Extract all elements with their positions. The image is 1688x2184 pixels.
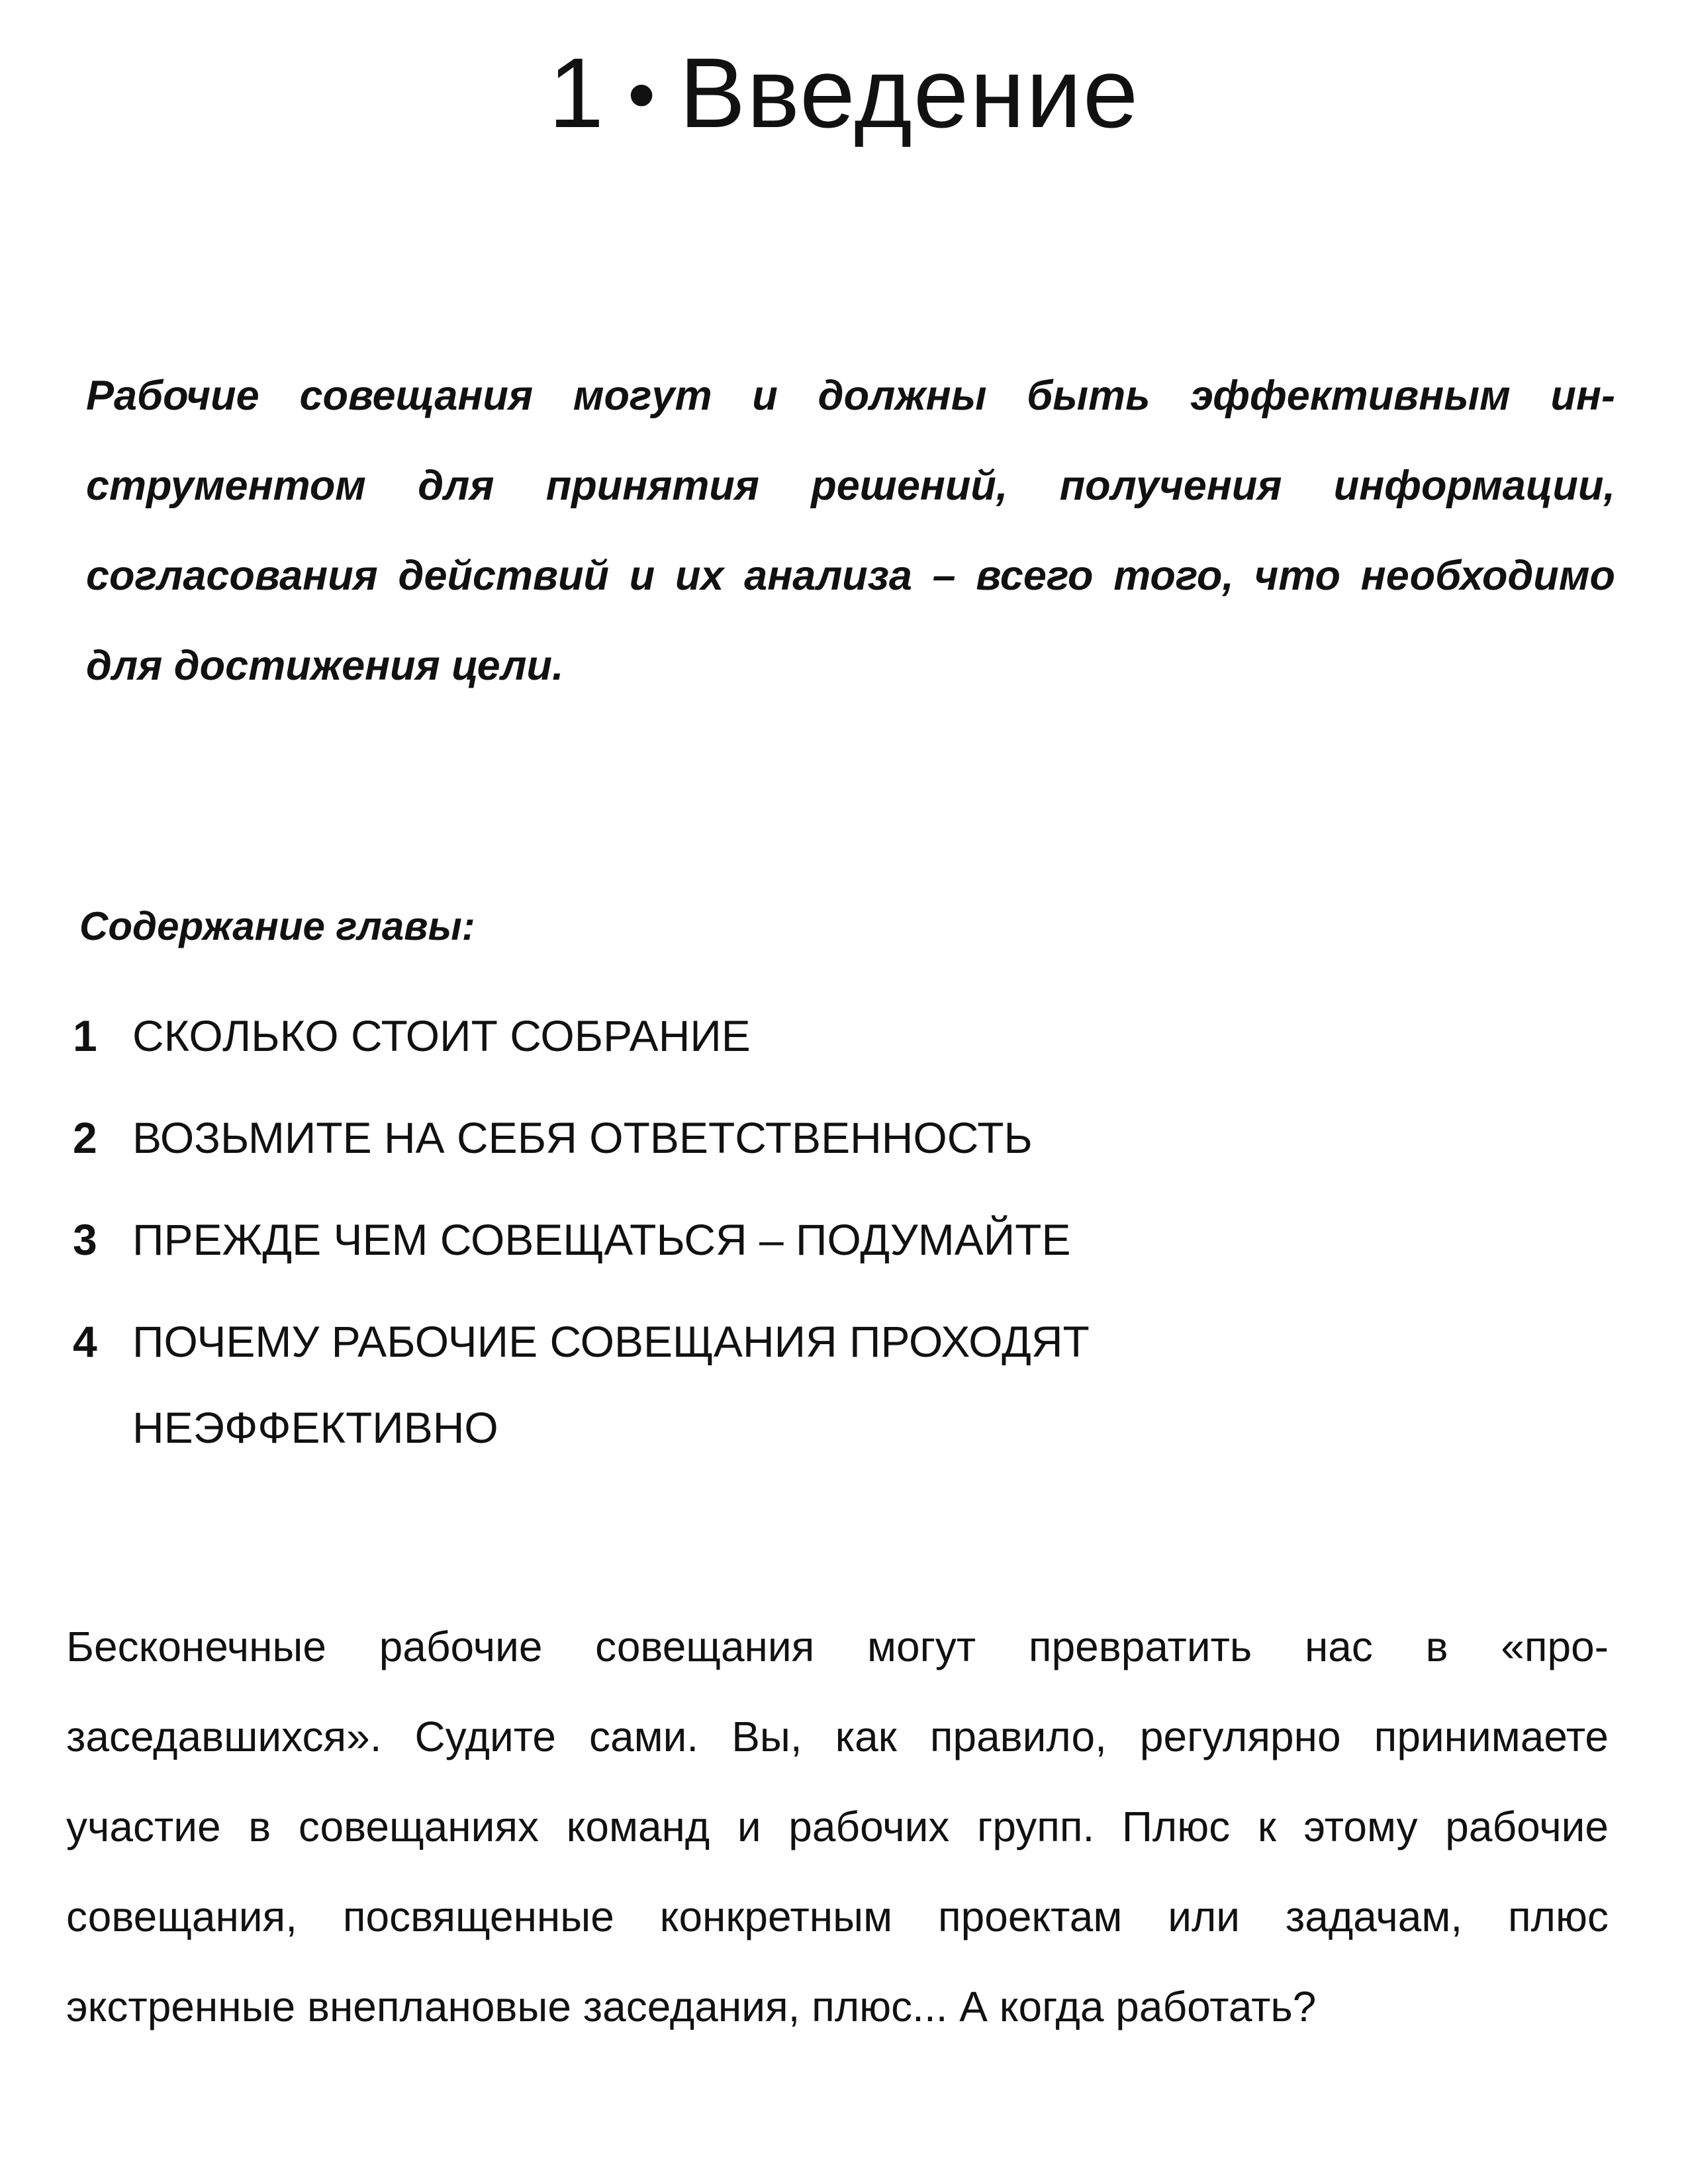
contents-item bbox=[73, 1095, 1595, 1181]
contents-item-number: 1 bbox=[73, 1011, 97, 1060]
bullet-separator: • bbox=[628, 50, 657, 139]
contents-item-number: 2 bbox=[73, 1113, 97, 1162]
chapter-number: 1 bbox=[548, 37, 606, 148]
contents-item bbox=[73, 1298, 1595, 1471]
chapter-title-text: Введение bbox=[679, 37, 1140, 148]
contents-item-text: ВОЗЬМИТЕ НА СЕБЯ ОТВЕТСТВЕННОСТЬ bbox=[132, 1113, 1033, 1162]
contents-list bbox=[73, 993, 1595, 1486]
contents-item-text: СКОЛЬКО СТОИТ СОБРАНИЕ bbox=[132, 1011, 751, 1060]
chapter-title bbox=[0, 26, 1688, 166]
contents-item bbox=[73, 1197, 1595, 1283]
contents-item bbox=[73, 993, 1595, 1079]
chapter-lead-paragraph: Рабочие совещания могут и должны быть эффективным инструментом для принятия решений, получения информации, согласования действий и их анализа – всего того, что необходимо для достижения цели. bbox=[86, 373, 1615, 689]
contents-item-text: ПОЧЕМУ РАБОЧИЕ СОВЕЩАНИЯ ПРОХОДЯТ НЕЭФФЕКТИВНО bbox=[132, 1317, 1090, 1452]
contents-item-number: 4 bbox=[73, 1317, 97, 1366]
body-paragraph: Бесконечные рабочие совещания могут превратить нас в «прозаседавшихся». Судите сами. Вы, как правило, регулярно принимаете участие в совещаниях команд и рабочих групп. Плюс к этому рабочие совещания, посвященные конкретным проектам или задачам, плюс экстренные внеплановые заседания, плюс... А когда работать? bbox=[66, 1623, 1609, 2030]
contents-item-number: 3 bbox=[73, 1215, 97, 1264]
contents-item-text: ПРЕЖДЕ ЧЕМ СОВЕЩАТЬСЯ – ПОДУМАЙТЕ bbox=[132, 1215, 1071, 1264]
contents-heading: Содержание главы: bbox=[79, 904, 475, 948]
